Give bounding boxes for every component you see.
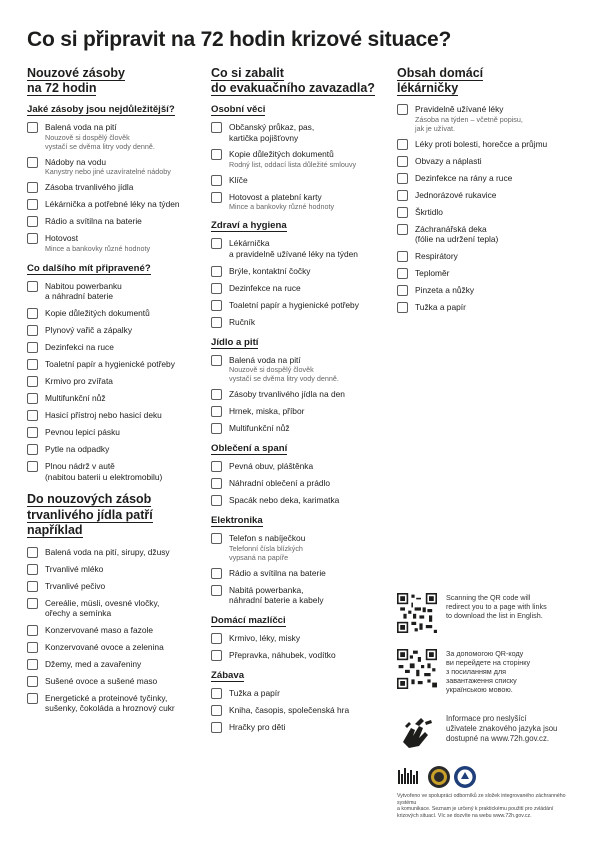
- item-label: Pevnou lepicí pásku: [45, 426, 120, 437]
- checkbox[interactable]: [397, 251, 408, 262]
- item-label: Dezinfekce na ruce: [229, 282, 301, 293]
- item-note: Zásoba na týden – včetně popisu, jak je užívat.: [415, 114, 523, 133]
- item-body: [45, 676, 157, 687]
- checklist-item[interactable]: [27, 308, 207, 319]
- item-body: [229, 355, 339, 384]
- checklist-item[interactable]: [27, 122, 207, 151]
- checkbox[interactable]: [27, 342, 38, 353]
- checkbox[interactable]: [27, 281, 38, 292]
- checkbox[interactable]: [211, 478, 222, 489]
- ukrainian-qr-text: За допомогою QR-коду ви перейдете на сторінку з посиланням для завантаження списку українською мовою.: [446, 649, 531, 694]
- checklist-item[interactable]: [397, 104, 577, 133]
- item-label: Kopie důležitých dokumentů: [45, 307, 150, 318]
- checklist-item[interactable]: [27, 182, 207, 193]
- checklist-item[interactable]: [397, 156, 577, 167]
- checkbox[interactable]: [211, 423, 222, 434]
- item-body: [45, 564, 103, 575]
- item-label: Hotovost a platební karty: [229, 191, 322, 202]
- checklist-item[interactable]: [397, 268, 577, 279]
- checkbox[interactable]: [397, 302, 408, 313]
- checklist-item[interactable]: [27, 410, 207, 421]
- item-label: Balená voda na pití, sirupy, džusy: [45, 546, 170, 557]
- item-body: [45, 581, 105, 592]
- item-label: Pevná obuv, pláštěnka: [229, 461, 314, 472]
- checkbox[interactable]: [27, 157, 38, 168]
- item-body: [229, 300, 359, 311]
- item-body: [229, 495, 339, 506]
- sign-language-block: [397, 714, 577, 754]
- police-logo-icon: [454, 766, 476, 788]
- checkbox[interactable]: [27, 199, 38, 210]
- footer-note: Vytvořeno ve spolupráci odborníků ze složek integrovaného záchranného systému a komunikace. Seznam je určený k praktickému použití pro zvládání krizových situací. Víc se dozvíte na webu www.72h.gov.cz.: [397, 793, 566, 819]
- checklist-item[interactable]: [27, 233, 207, 253]
- checkbox[interactable]: [211, 175, 222, 186]
- item-label: Trvanlivé mléko: [45, 563, 104, 574]
- checkbox[interactable]: [27, 216, 38, 227]
- item-body: [45, 325, 132, 336]
- item-label: Trvanlivé pečivo: [45, 580, 106, 591]
- item-label: Brýle, kontaktní čočky: [229, 265, 311, 276]
- item-body: [229, 533, 305, 562]
- item-label: Občanský průkaz, pas, kartička pojišťovny: [229, 122, 315, 143]
- checkbox[interactable]: [27, 359, 38, 370]
- item-note: Nouzově si dospělý člověk vystačí se dvěma litry vody denně.: [45, 132, 155, 151]
- checklist-item[interactable]: [397, 302, 577, 313]
- item-body: [229, 423, 290, 434]
- checkbox[interactable]: [397, 156, 408, 167]
- item-label: Sušené ovoce a sušené maso: [45, 675, 158, 686]
- checkbox[interactable]: [397, 224, 408, 235]
- column-first-aid-kit: [397, 66, 577, 319]
- item-body: [45, 359, 175, 370]
- checkbox[interactable]: [397, 190, 408, 201]
- checkbox[interactable]: [27, 308, 38, 319]
- checklist-item[interactable]: [397, 190, 577, 201]
- checklist-item[interactable]: [211, 317, 391, 328]
- checkbox[interactable]: [27, 122, 38, 133]
- checklist-item[interactable]: [211, 149, 391, 169]
- item-label: Klíče: [229, 174, 248, 185]
- checklist-item[interactable]: [211, 122, 391, 143]
- checklist-item[interactable]: [27, 393, 207, 404]
- checklist-item[interactable]: [27, 625, 207, 636]
- item-body: [45, 642, 164, 653]
- checklist-item[interactable]: [211, 495, 391, 506]
- item-body: [45, 182, 133, 193]
- item-body: [45, 342, 114, 353]
- item-label: Multifunkční nůž: [229, 423, 290, 434]
- item-body: [229, 389, 345, 400]
- checklist-item[interactable]: [27, 693, 207, 714]
- checklist-item[interactable]: [27, 461, 207, 482]
- checklist-item[interactable]: [211, 300, 391, 311]
- item-body: [45, 281, 122, 302]
- item-note: Nouzově si dospělý člověk vystačí se dvěma litry vody denně.: [229, 365, 339, 384]
- checkbox[interactable]: [27, 598, 38, 609]
- item-label: Lékárnička a pravidelně užívané léky na týden: [229, 238, 358, 259]
- checkbox[interactable]: [27, 642, 38, 653]
- item-note: Mince a bankovky různé hodnoty: [45, 243, 151, 253]
- item-label: Pravidelně užívané léky: [415, 104, 504, 114]
- section-heading: Jídlo a pití: [211, 336, 259, 348]
- checklist-item[interactable]: [211, 585, 391, 606]
- partner-logos: [397, 764, 577, 788]
- checklist-item[interactable]: [397, 207, 577, 218]
- item-body: [415, 173, 512, 184]
- checklist-item[interactable]: [211, 533, 391, 562]
- item-body: [229, 175, 248, 186]
- section-heading: Domácí mazlíčci: [211, 614, 286, 626]
- item-label: Kniha, časopis, společenská hra: [229, 704, 350, 715]
- checklist-item[interactable]: [211, 192, 391, 212]
- checklist-item[interactable]: [211, 423, 391, 434]
- checklist-item[interactable]: [27, 642, 207, 653]
- item-label: Škrtidlo: [415, 206, 443, 217]
- item-label: Nádoby na vodu: [45, 156, 106, 167]
- checklist-item[interactable]: [27, 581, 207, 592]
- checklist-item[interactable]: [27, 547, 207, 558]
- checklist-item[interactable]: [27, 444, 207, 455]
- item-body: [45, 157, 171, 177]
- checklist-item[interactable]: [397, 173, 577, 184]
- item-body: [45, 393, 106, 404]
- item-body: [45, 427, 120, 438]
- checklist-item[interactable]: [27, 376, 207, 387]
- item-label: Pytle na odpadky: [45, 443, 110, 454]
- item-label: Plnou nádrž v autě (nabitou baterii u elektromobilu): [45, 460, 163, 482]
- item-label: Toaletní papír a hygienické potřeby: [45, 358, 175, 369]
- checkbox[interactable]: [397, 139, 408, 150]
- item-label: Toaletní papír a hygienické potřeby: [229, 299, 359, 310]
- item-body: [415, 156, 482, 167]
- checkbox[interactable]: [211, 149, 222, 160]
- checkbox[interactable]: [211, 317, 222, 328]
- checklist-item[interactable]: [397, 224, 577, 245]
- item-body: [45, 308, 150, 319]
- item-label: Rádio a svítilna na baterie: [229, 567, 326, 578]
- item-label: Zásoby trvanlivého jídla na den: [229, 389, 345, 400]
- checkbox[interactable]: [211, 122, 222, 133]
- item-note: Telefonní čísla blízkých vypsaná na papíře: [229, 543, 303, 562]
- checkbox[interactable]: [211, 192, 222, 203]
- checkbox[interactable]: [211, 633, 222, 644]
- checklist-item[interactable]: [211, 633, 391, 644]
- partner-logos-icon: [397, 764, 577, 790]
- fire-rescue-logo-icon: [428, 766, 450, 788]
- checkbox[interactable]: [397, 173, 408, 184]
- item-body: [415, 268, 449, 279]
- item-body: [229, 122, 314, 143]
- item-label: Rádio a svítilna na baterie: [45, 216, 142, 227]
- item-body: [229, 650, 336, 661]
- ukrainian-qr-block[interactable]: [397, 649, 577, 694]
- item-label: Jednorázové rukavice: [415, 189, 497, 200]
- checkbox[interactable]: [27, 410, 38, 421]
- checkbox[interactable]: [397, 285, 408, 296]
- item-label: Hotovost: [45, 233, 79, 244]
- section-heading: Osobní věci: [211, 104, 266, 115]
- item-body: [45, 122, 155, 151]
- food-heading: Do nouzových zásob trvanlivého jídla patří například: [27, 492, 153, 538]
- checklist-item[interactable]: [211, 688, 391, 699]
- item-label: Cereálie, müsli, ovesné vločky, ořechy a semínka: [45, 597, 160, 619]
- sign-language-hands-icon: [397, 714, 437, 754]
- checklist-item[interactable]: [211, 650, 391, 661]
- item-label: Lékárnička a potřebné léky na týden: [45, 199, 180, 210]
- section-heading: Co dalšího mít připravené?: [27, 262, 151, 274]
- checkbox[interactable]: [27, 693, 38, 704]
- checklist-item[interactable]: [211, 461, 391, 472]
- item-label: Dezinfekci na ruce: [45, 341, 114, 352]
- item-body: [229, 705, 349, 716]
- column-evacuation-bag: [211, 66, 391, 742]
- item-body: [229, 688, 280, 699]
- checkbox[interactable]: [27, 233, 38, 244]
- item-label: Konzervované ovoce a zelenina: [45, 641, 164, 652]
- checklist-item[interactable]: [27, 427, 207, 438]
- item-label: Zásoba trvanlivého jídla: [45, 182, 134, 193]
- item-body: [415, 224, 498, 245]
- item-label: Obvazy a náplasti: [415, 155, 482, 166]
- item-body: [415, 285, 474, 296]
- item-body: [45, 444, 109, 455]
- item-body: [45, 199, 180, 210]
- item-body: [229, 238, 358, 259]
- item-body: [229, 585, 324, 606]
- item-label: Nabitá powerbanka, náhradní baterie a kabely: [229, 584, 324, 606]
- checkbox[interactable]: [211, 389, 222, 400]
- checklist-item[interactable]: [27, 199, 207, 210]
- qr-code-ukrainian-icon[interactable]: [397, 649, 437, 689]
- item-note: Mince a bankovky různé hodnoty: [229, 202, 335, 212]
- item-body: [415, 251, 458, 262]
- item-label: Dezinfekce na rány a ruce: [415, 172, 513, 183]
- item-label: Hrnek, miska, příbor: [229, 406, 305, 417]
- item-label: Léky proti bolesti, horečce a průjmu: [415, 138, 548, 149]
- item-label: Hasicí přístroj nebo hasicí deku: [45, 409, 162, 420]
- checkbox[interactable]: [27, 547, 38, 558]
- item-label: Náhradní oblečení a prádlo: [229, 478, 331, 489]
- item-label: Džemy, med a zavařeniny: [45, 658, 142, 669]
- checkbox[interactable]: [211, 355, 222, 366]
- checkbox[interactable]: [211, 495, 222, 506]
- checklist-item[interactable]: [211, 283, 391, 294]
- checkbox[interactable]: [397, 268, 408, 279]
- item-body: [415, 190, 496, 201]
- checklist-item[interactable]: [397, 139, 577, 150]
- checklist-item[interactable]: [27, 598, 207, 619]
- checkbox[interactable]: [397, 207, 408, 218]
- item-body: [229, 266, 310, 277]
- checkbox[interactable]: [211, 585, 222, 596]
- item-label: Kopie důležitých dokumentů: [229, 149, 334, 160]
- item-body: [45, 410, 162, 421]
- item-body: [45, 233, 150, 253]
- qr-code-english-icon[interactable]: [397, 593, 437, 633]
- checkbox[interactable]: [27, 393, 38, 404]
- item-note: Rodný list, oddací lista důležité smlouvy: [229, 159, 357, 169]
- item-label: Spacák nebo deka, karimatka: [229, 495, 340, 506]
- checklist-item[interactable]: [211, 705, 391, 716]
- section-heading: Elektronika: [211, 515, 263, 527]
- checkbox[interactable]: [211, 688, 222, 699]
- item-body: [229, 317, 255, 328]
- checkbox[interactable]: [211, 650, 222, 661]
- item-label: Energetické a proteinové tyčinky, sušenky, čokoláda a hroznový cukr: [45, 692, 175, 714]
- section-heading: Zdraví a hygiena: [211, 220, 287, 232]
- item-note: Kanystry nebo jiné uzavíratelné nádoby: [45, 167, 171, 177]
- item-body: [415, 139, 547, 150]
- item-label: Pinzeta a nůžky: [415, 284, 475, 295]
- item-label: Nabitou powerbanku a náhradní baterie: [45, 280, 122, 302]
- checkbox[interactable]: [397, 104, 408, 115]
- item-label: Přepravka, náhubek, vodítko: [229, 649, 336, 660]
- section-heading: Oblečení a spaní: [211, 443, 288, 455]
- item-body: [45, 625, 153, 636]
- item-body: [229, 478, 330, 489]
- checkbox[interactable]: [211, 533, 222, 544]
- english-qr-block[interactable]: [397, 593, 577, 633]
- item-label: Balená voda na pití: [229, 354, 301, 365]
- checklist-item[interactable]: [27, 676, 207, 687]
- item-label: Teploměr: [415, 267, 450, 278]
- item-body: [45, 693, 175, 714]
- checkbox[interactable]: [27, 427, 38, 438]
- checkbox[interactable]: [211, 461, 222, 472]
- item-label: Ručník: [229, 316, 256, 327]
- item-body: [229, 461, 313, 472]
- item-label: Záchranářská deka (fólie na udržení tepla): [415, 223, 499, 245]
- english-qr-text: Scanning the QR code will redirect you to a page with links to download the list in English.: [446, 593, 547, 620]
- item-body: [229, 633, 300, 644]
- checkbox[interactable]: [211, 705, 222, 716]
- item-body: [45, 216, 142, 227]
- checklist-item[interactable]: [211, 238, 391, 259]
- checkbox[interactable]: [211, 283, 222, 294]
- checklist-item[interactable]: [211, 175, 391, 186]
- item-label: Telefon s nabíječkou: [229, 533, 306, 544]
- item-label: Multifunkční nůž: [45, 392, 106, 403]
- checkbox[interactable]: [211, 300, 222, 311]
- item-body: [229, 722, 285, 733]
- item-label: Konzervované maso a fazole: [45, 624, 154, 635]
- item-label: Krmivo pro zvířata: [45, 375, 113, 386]
- item-body: [45, 547, 170, 558]
- checklist-item[interactable]: [27, 342, 207, 353]
- checklist-item[interactable]: [211, 478, 391, 489]
- checklist-item[interactable]: [27, 359, 207, 370]
- sign-language-text: Informace pro neslyšící uživatele znakového jazyka jsou dostupné na www.72h.gov.cz.: [446, 714, 558, 743]
- item-body: [229, 568, 326, 579]
- checkbox[interactable]: [211, 568, 222, 579]
- checkbox[interactable]: [27, 182, 38, 193]
- checklist-item[interactable]: [27, 564, 207, 575]
- item-body: [229, 283, 301, 294]
- item-body: [45, 461, 162, 482]
- checkbox[interactable]: [27, 444, 38, 455]
- item-label: Tužka a papír: [229, 687, 280, 698]
- column-emergency-supplies: [27, 66, 207, 720]
- checklist-item[interactable]: [211, 355, 391, 384]
- item-body: [45, 598, 159, 619]
- checkbox[interactable]: [27, 581, 38, 592]
- checklist-item[interactable]: [27, 216, 207, 227]
- page-title: Co si připravit na 72 hodin krizové situace?: [27, 28, 452, 51]
- checkbox[interactable]: [27, 564, 38, 575]
- item-body: [229, 192, 334, 212]
- item-body: [415, 302, 466, 313]
- item-body: [45, 376, 113, 387]
- column-heading: Obsah domácí lékárničky: [397, 66, 484, 95]
- checklist-item[interactable]: [27, 157, 207, 177]
- item-body: [415, 104, 523, 133]
- item-label: Plynový vařič a zápalky: [45, 324, 133, 335]
- section-heading: Zábava: [211, 669, 245, 681]
- checklist-item[interactable]: [211, 266, 391, 277]
- checkbox[interactable]: [211, 406, 222, 417]
- checkbox[interactable]: [211, 266, 222, 277]
- checklist-item[interactable]: [211, 568, 391, 579]
- column-heading: Nouzové zásoby na 72 hodin: [27, 66, 125, 95]
- checklist-item[interactable]: [211, 722, 391, 733]
- checkbox[interactable]: [27, 659, 38, 670]
- item-label: Respirátory: [415, 250, 458, 261]
- checkbox[interactable]: [27, 676, 38, 687]
- section-heading: Jaké zásoby jsou nejdůležitější?: [27, 104, 175, 115]
- checklist-item[interactable]: [211, 389, 391, 400]
- checkbox[interactable]: [27, 625, 38, 636]
- item-body: [415, 207, 443, 218]
- item-label: Krmivo, léky, misky: [229, 632, 301, 643]
- checkbox[interactable]: [27, 461, 38, 472]
- checkbox[interactable]: [27, 325, 38, 336]
- checklist-item[interactable]: [211, 406, 391, 417]
- checklist-item[interactable]: [27, 325, 207, 336]
- checkbox[interactable]: [211, 722, 222, 733]
- checklist-item[interactable]: [397, 251, 577, 262]
- checkbox[interactable]: [27, 376, 38, 387]
- item-label: Balená voda na pití: [45, 122, 117, 132]
- item-label: Hračky pro děti: [229, 721, 286, 732]
- checklist-item[interactable]: [27, 281, 207, 302]
- checklist-item[interactable]: [27, 659, 207, 670]
- checklist-item[interactable]: [397, 285, 577, 296]
- item-label: Tužka a papír: [415, 301, 466, 312]
- bars-logo-icon: [398, 768, 418, 784]
- item-body: [229, 406, 304, 417]
- checkbox[interactable]: [211, 238, 222, 249]
- item-body: [45, 659, 141, 670]
- item-body: [229, 149, 356, 169]
- column-heading: Co si zabalit do evakuačního zavazadla?: [211, 66, 375, 95]
